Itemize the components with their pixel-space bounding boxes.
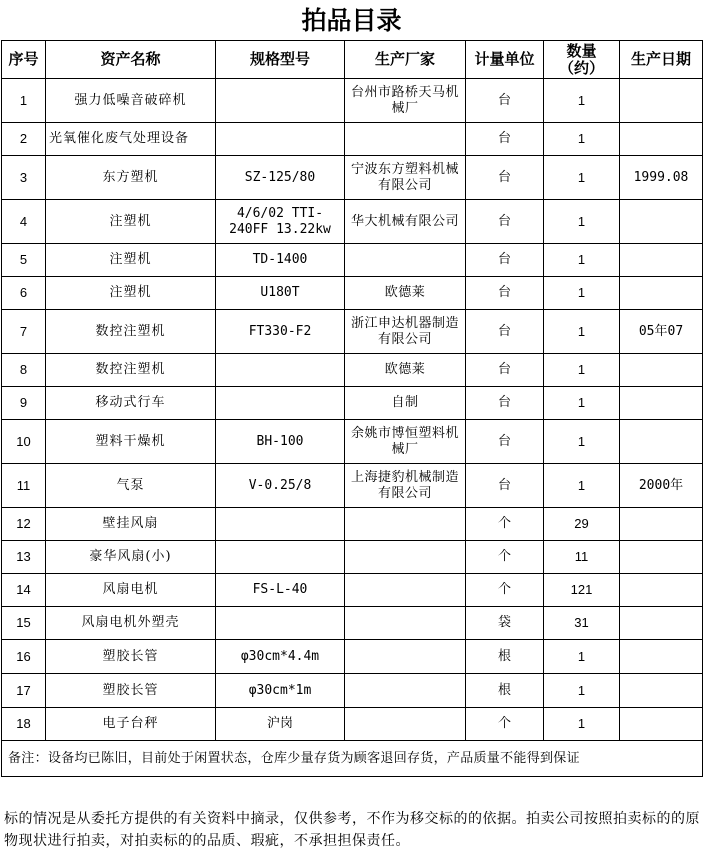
cell-no: 17: [2, 674, 46, 708]
cell-manufacturer: [345, 244, 466, 277]
cell-model: FT330-F2: [216, 310, 345, 354]
cell-production-date: [620, 574, 703, 607]
cell-manufacturer: [345, 708, 466, 741]
cell-model: [216, 123, 345, 156]
cell-production-date: [620, 708, 703, 741]
header-no: 序号: [2, 41, 46, 79]
table-row: [2, 574, 703, 607]
cell-quantity: 1: [544, 79, 620, 123]
cell-model: [216, 354, 345, 387]
cell-unit: 台: [466, 464, 544, 508]
cell-unit: 台: [466, 387, 544, 420]
cell-unit: 台: [466, 277, 544, 310]
cell-asset-name: 注塑机: [46, 200, 216, 244]
cell-asset-name: 移动式行车: [46, 387, 216, 420]
cell-quantity: 1: [544, 354, 620, 387]
note-row: [2, 741, 703, 777]
table-row: [2, 708, 703, 741]
cell-quantity: 1: [544, 464, 620, 508]
header-unit: 计量单位: [466, 41, 544, 79]
table-row: [2, 310, 703, 354]
cell-production-date: 05年07: [620, 310, 703, 354]
cell-unit: 台: [466, 244, 544, 277]
cell-manufacturer: [345, 607, 466, 640]
header-date: 生产日期: [620, 41, 703, 79]
cell-no: 4: [2, 200, 46, 244]
cell-production-date: [620, 674, 703, 708]
cell-asset-name: 气泵: [46, 464, 216, 508]
table-row: [2, 387, 703, 420]
table-header-row: [2, 41, 703, 79]
cell-asset-name: 数控注塑机: [46, 354, 216, 387]
cell-quantity: 1: [544, 420, 620, 464]
cell-production-date: [620, 607, 703, 640]
cell-manufacturer: 余姚市博恒塑料机械厂: [345, 420, 466, 464]
cell-unit: 根: [466, 640, 544, 674]
header-model: 规格型号: [216, 41, 345, 79]
cell-no: 16: [2, 640, 46, 674]
cell-quantity: 1: [544, 674, 620, 708]
cell-model: φ30cm*4.4m: [216, 640, 345, 674]
cell-asset-name: 塑胶长管: [46, 640, 216, 674]
cell-model: TD-1400: [216, 244, 345, 277]
cell-unit: 袋: [466, 607, 544, 640]
cell-asset-name: 东方塑机: [46, 156, 216, 200]
table-row: [2, 277, 703, 310]
header-maker: 生产厂家: [345, 41, 466, 79]
cell-unit: 台: [466, 200, 544, 244]
cell-unit: 台: [466, 123, 544, 156]
cell-asset-name: 光氧催化废气处理设备: [46, 123, 216, 156]
cell-manufacturer: [345, 674, 466, 708]
cell-model: [216, 508, 345, 541]
cell-model: [216, 79, 345, 123]
cell-no: 13: [2, 541, 46, 574]
cell-no: 1: [2, 79, 46, 123]
cell-manufacturer: 欧德莱: [345, 277, 466, 310]
cell-production-date: 2000年: [620, 464, 703, 508]
cell-manufacturer: 上海捷豹机械制造有限公司: [345, 464, 466, 508]
cell-model: BH-100: [216, 420, 345, 464]
cell-model: 沪岗: [216, 708, 345, 741]
cell-quantity: 1: [544, 387, 620, 420]
cell-production-date: [620, 79, 703, 123]
cell-no: 15: [2, 607, 46, 640]
cell-production-date: 1999.08: [620, 156, 703, 200]
cell-manufacturer: 华大机械有限公司: [345, 200, 466, 244]
cell-production-date: [620, 277, 703, 310]
cell-no: 3: [2, 156, 46, 200]
cell-quantity: 31: [544, 607, 620, 640]
cell-no: 5: [2, 244, 46, 277]
cell-production-date: [620, 244, 703, 277]
cell-unit: 个: [466, 574, 544, 607]
cell-model: [216, 541, 345, 574]
header-qty: 数量（约）: [544, 41, 620, 79]
cell-quantity: 1: [544, 277, 620, 310]
cell-quantity: 1: [544, 156, 620, 200]
cell-no: 7: [2, 310, 46, 354]
table-row: [2, 354, 703, 387]
table-row: [2, 541, 703, 574]
cell-no: 11: [2, 464, 46, 508]
lot-catalog-table: [1, 40, 703, 777]
cell-unit: 台: [466, 420, 544, 464]
cell-quantity: 1: [544, 640, 620, 674]
cell-manufacturer: 宁波东方塑料机械有限公司: [345, 156, 466, 200]
cell-production-date: [620, 508, 703, 541]
cell-production-date: [620, 640, 703, 674]
cell-model: SZ-125/80: [216, 156, 345, 200]
cell-production-date: [620, 354, 703, 387]
cell-asset-name: 电子台秤: [46, 708, 216, 741]
table-row: [2, 79, 703, 123]
disclaimer-text: 标的情况是从委托方提供的有关资料中摘录，仅供参考，不作为移交标的的依据。拍卖公司按照拍卖标的的原物现状进行拍卖，对拍卖标的的品质、瑕疵，不承担担保责任。: [4, 811, 700, 849]
cell-production-date: [620, 541, 703, 574]
cell-asset-name: 风扇电机外塑壳: [46, 607, 216, 640]
header-name: 资产名称: [46, 41, 216, 79]
cell-production-date: [620, 387, 703, 420]
table-row: [2, 123, 703, 156]
cell-model: U180T: [216, 277, 345, 310]
table-row: [2, 244, 703, 277]
cell-model: [216, 607, 345, 640]
table-row: [2, 200, 703, 244]
cell-model: FS-L-40: [216, 574, 345, 607]
table-row: [2, 508, 703, 541]
cell-production-date: [620, 123, 703, 156]
cell-manufacturer: [345, 574, 466, 607]
cell-manufacturer: [345, 640, 466, 674]
cell-no: 9: [2, 387, 46, 420]
cell-manufacturer: [345, 541, 466, 574]
cell-unit: 个: [466, 541, 544, 574]
cell-quantity: 29: [544, 508, 620, 541]
cell-asset-name: 塑胶长管: [46, 674, 216, 708]
cell-model: V-0.25/8: [216, 464, 345, 508]
cell-quantity: 1: [544, 310, 620, 354]
page-title: 拍品目录: [301, 6, 402, 35]
cell-asset-name: 注塑机: [46, 277, 216, 310]
cell-no: 14: [2, 574, 46, 607]
table-row: [2, 156, 703, 200]
table-row: [2, 674, 703, 708]
cell-quantity: 121: [544, 574, 620, 607]
cell-asset-name: 塑料干燥机: [46, 420, 216, 464]
cell-no: 8: [2, 354, 46, 387]
cell-production-date: [620, 200, 703, 244]
table-row: [2, 464, 703, 508]
cell-quantity: 1: [544, 708, 620, 741]
cell-manufacturer: 浙江申达机器制造有限公司: [345, 310, 466, 354]
cell-asset-name: 壁挂风扇: [46, 508, 216, 541]
cell-asset-name: 数控注塑机: [46, 310, 216, 354]
cell-model: 4/6/02 TTI-240FF 13.22kw: [216, 200, 345, 244]
cell-unit: 个: [466, 508, 544, 541]
cell-quantity: 1: [544, 244, 620, 277]
cell-production-date: [620, 420, 703, 464]
cell-asset-name: 注塑机: [46, 244, 216, 277]
cell-manufacturer: 欧德莱: [345, 354, 466, 387]
cell-asset-name: 强力低噪音破碎机: [46, 79, 216, 123]
cell-manufacturer: 台州市路桥天马机械厂: [345, 79, 466, 123]
note-text: 备注：设备均已陈旧，目前处于闲置状态，仓库少量存货为顾客退回存货，产品质量不能得到保证: [2, 741, 703, 777]
cell-asset-name: 风扇电机: [46, 574, 216, 607]
cell-unit: 根: [466, 674, 544, 708]
cell-no: 10: [2, 420, 46, 464]
cell-unit: 台: [466, 79, 544, 123]
cell-quantity: 11: [544, 541, 620, 574]
cell-unit: 台: [466, 310, 544, 354]
cell-model: φ30cm*1m: [216, 674, 345, 708]
cell-unit: 台: [466, 156, 544, 200]
table-row: [2, 607, 703, 640]
cell-model: [216, 387, 345, 420]
table-row: [2, 420, 703, 464]
cell-unit: 台: [466, 354, 544, 387]
cell-asset-name: 豪华风扇(小): [46, 541, 216, 574]
cell-manufacturer: [345, 508, 466, 541]
cell-no: 18: [2, 708, 46, 741]
cell-no: 2: [2, 123, 46, 156]
cell-quantity: 1: [544, 123, 620, 156]
cell-no: 6: [2, 277, 46, 310]
cell-quantity: 1: [544, 200, 620, 244]
cell-manufacturer: [345, 123, 466, 156]
cell-manufacturer: 自制: [345, 387, 466, 420]
table-row: [2, 640, 703, 674]
cell-no: 12: [2, 508, 46, 541]
cell-unit: 个: [466, 708, 544, 741]
